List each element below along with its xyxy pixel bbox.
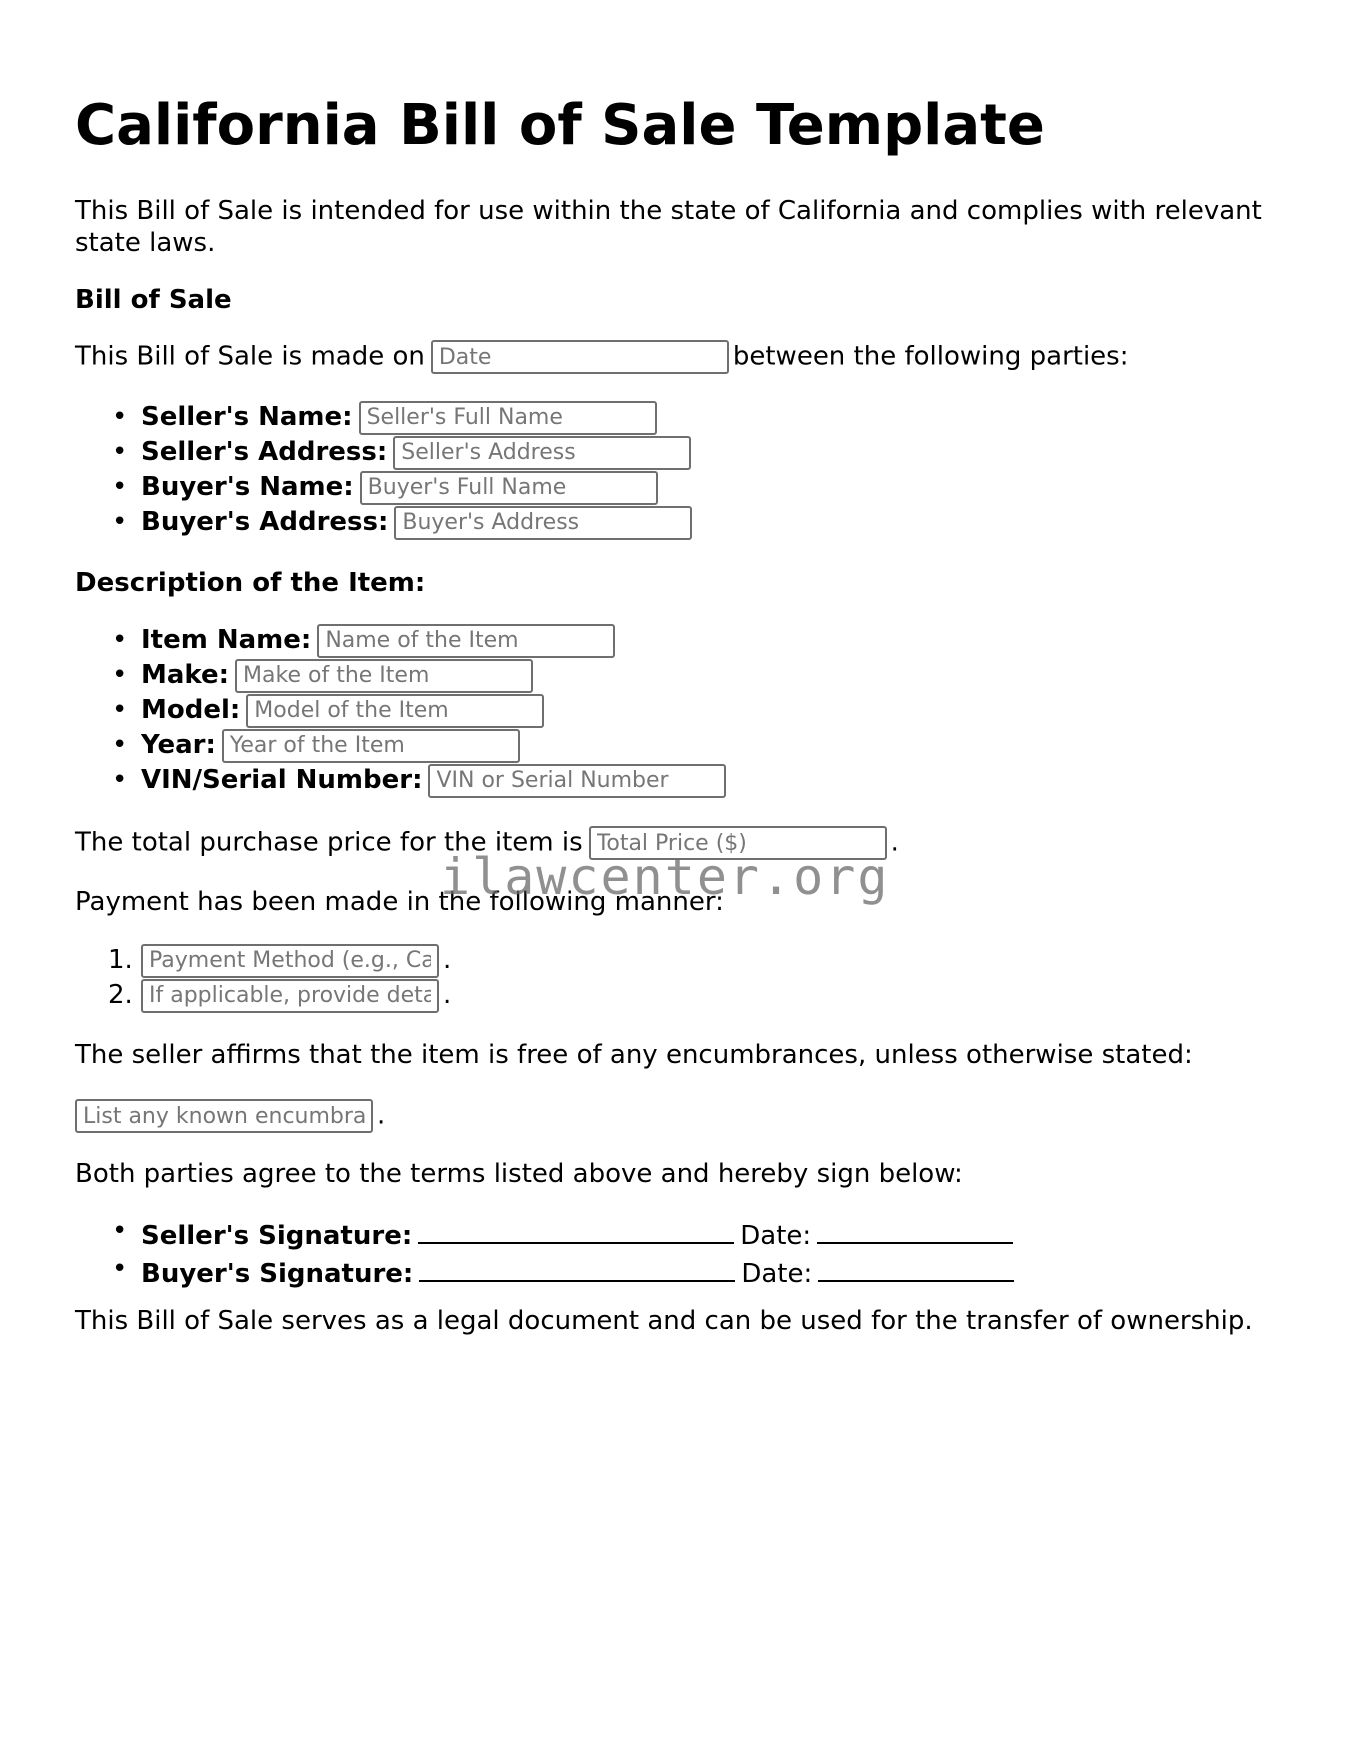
buyer-date-label: Date:: [741, 1259, 813, 1289]
buyer-signature-label: Buyer's Signature:: [141, 1259, 414, 1289]
seller-name-input[interactable]: [359, 401, 657, 435]
list-item: [75, 978, 451, 1013]
encumbrance-intro: The seller affirms that the item is free of any encumbrances, unless otherwise stated:: [75, 1040, 1193, 1070]
payment-method-after: .: [443, 945, 452, 975]
buyer-address-label: Buyer's Address:: [141, 507, 389, 537]
list-item: [75, 728, 730, 763]
seller-signature-label: Seller's Signature:: [141, 1221, 413, 1251]
made-on-after-text: between the following parties:: [732, 341, 1129, 372]
buyer-name-input[interactable]: [360, 471, 658, 505]
list-item: [75, 623, 730, 658]
item-name-label: Item Name:: [141, 625, 312, 655]
seller-date-label: Date:: [740, 1221, 812, 1251]
list-item: [75, 658, 730, 693]
seller-date-line[interactable]: [817, 1214, 1013, 1244]
price-after-text: .: [890, 827, 899, 858]
payment-details-after: .: [443, 980, 452, 1010]
buyer-name-label: Buyer's Name:: [141, 472, 354, 502]
agree-text: Both parties agree to the terms listed above and hereby sign below:: [75, 1159, 963, 1189]
list-item: [75, 435, 696, 470]
buyer-address-input[interactable]: [394, 506, 692, 540]
seller-name-label: Seller's Name:: [141, 402, 353, 432]
parties-list: [75, 400, 696, 540]
bullet-icon: •: [112, 625, 128, 655]
page-title: California Bill of Sale Template: [75, 93, 1045, 158]
list-number: 1.: [108, 945, 133, 975]
watermark: ilawcenter.org: [440, 848, 890, 906]
seller-address-label: Seller's Address:: [141, 437, 388, 467]
year-label: Year:: [141, 730, 216, 760]
year-input[interactable]: [222, 729, 520, 763]
bullet-icon: •: [112, 437, 128, 467]
payment-method-input[interactable]: [141, 944, 439, 978]
buyer-signature-line[interactable]: [419, 1252, 735, 1282]
item-fields-list: [75, 623, 730, 798]
price-before-text: The total purchase price for the item is: [75, 827, 583, 858]
bullet-icon: •: [112, 695, 128, 725]
bullet-icon: •: [112, 1254, 128, 1284]
item-description-heading: Description of the Item:: [75, 568, 426, 598]
payment-details-input[interactable]: [141, 979, 439, 1013]
bullet-icon: •: [112, 402, 128, 432]
bill-of-sale-heading: Bill of Sale: [75, 285, 232, 315]
make-label: Make:: [141, 660, 230, 690]
list-item: [75, 470, 696, 505]
bullet-icon: •: [112, 472, 128, 502]
list-item: [75, 943, 451, 978]
buyer-date-line[interactable]: [818, 1252, 1014, 1282]
list-item: [75, 1214, 1020, 1252]
bullet-icon: •: [112, 1216, 128, 1246]
item-name-input[interactable]: [317, 624, 615, 658]
price-line: [75, 826, 899, 860]
made-on-before-text: This Bill of Sale is made on: [75, 341, 425, 372]
payment-list: [75, 943, 451, 1013]
list-item: [75, 505, 696, 540]
bullet-icon: •: [112, 660, 128, 690]
encumbrance-input[interactable]: [75, 1099, 373, 1133]
list-number: 2.: [108, 980, 133, 1010]
payment-intro: Payment has been made in the following manner:: [75, 887, 724, 917]
sale-date-input[interactable]: [431, 340, 729, 374]
bullet-icon: •: [112, 730, 128, 760]
model-label: Model:: [141, 695, 241, 725]
list-item: [75, 763, 730, 798]
bullet-icon: •: [112, 507, 128, 537]
encumbrance-after: .: [377, 1100, 386, 1131]
bullet-icon: •: [112, 765, 128, 795]
closing-paragraph: This Bill of Sale serves as a legal document and can be used for the transfer of ownership.: [75, 1306, 1253, 1336]
intro-paragraph: This Bill of Sale is intended for use within the state of California and complies with relevant state laws.: [75, 196, 1262, 258]
seller-signature-line[interactable]: [418, 1214, 734, 1244]
list-item: [75, 400, 696, 435]
make-input[interactable]: [235, 659, 533, 693]
list-item: [75, 693, 730, 728]
encumbrance-line: [75, 1099, 385, 1133]
signature-list: [75, 1214, 1020, 1290]
made-on-line: [75, 340, 1128, 374]
vin-serial-label: VIN/Serial Number:: [141, 765, 423, 795]
seller-address-input[interactable]: [393, 436, 691, 470]
list-item: [75, 1252, 1020, 1290]
vin-serial-input[interactable]: [428, 764, 726, 798]
total-price-input[interactable]: [589, 826, 887, 860]
model-input[interactable]: [246, 694, 544, 728]
